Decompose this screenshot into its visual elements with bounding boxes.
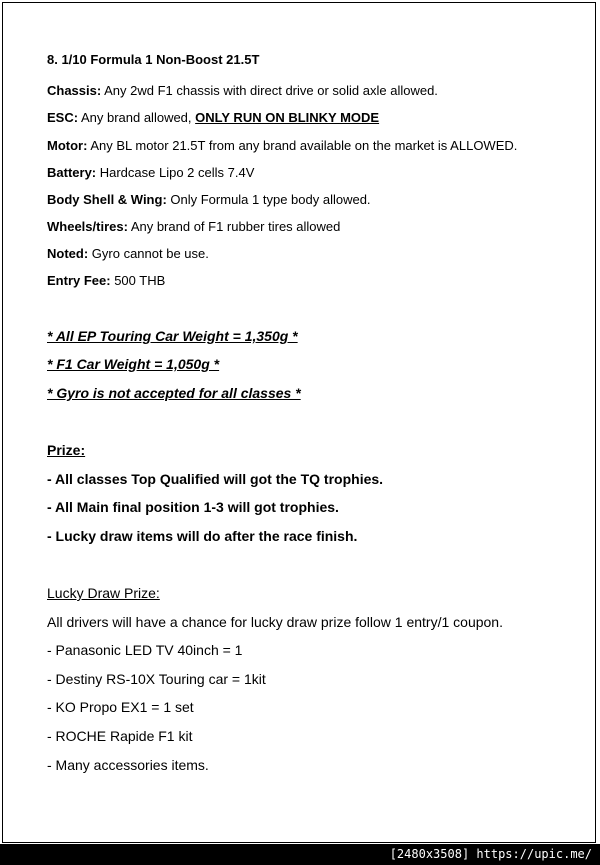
prize-item: - All Main final position 1-3 will got trophies. <box>47 499 339 515</box>
spec-chassis <box>47 83 438 98</box>
spec-value: Any 2wd F1 chassis with direct drive or solid axle allowed. <box>101 83 438 98</box>
lucky-draw-item: - Many accessories items. <box>47 757 209 773</box>
footer-text: [2480x3508] https://upic.me/ <box>389 847 592 861</box>
note-gyro: * Gyro is not accepted for all classes * <box>47 385 301 401</box>
spec-value: Only Formula 1 type body allowed. <box>166 192 371 207</box>
spec-label: Motor: <box>47 138 88 153</box>
lucky-draw-item: - Destiny RS-10X Touring car = 1kit <box>47 671 266 687</box>
document-page <box>2 2 596 843</box>
spec-esc <box>47 110 379 125</box>
spec-body-shell <box>47 192 371 207</box>
section-heading: 8. 1/10 Formula 1 Non-Boost 21.5T <box>47 52 260 67</box>
spec-value: 500 THB <box>110 273 166 288</box>
prize-item: - All classes Top Qualified will got the TQ trophies. <box>47 471 384 487</box>
spec-entry-fee <box>47 273 165 288</box>
spec-noted <box>47 246 209 261</box>
lucky-draw-title: Lucky Draw Prize: <box>47 585 160 601</box>
spec-wheels <box>47 219 340 234</box>
lucky-draw-item: - ROCHE Rapide F1 kit <box>47 728 193 744</box>
spec-value: Hardcase Lipo 2 cells 7.4V <box>96 165 255 180</box>
spec-value: Any BL motor 21.5T from any brand available on the market is ALLOWED. <box>87 138 518 153</box>
spec-value: Gyro cannot be use. <box>88 246 209 261</box>
spec-label: Noted: <box>47 246 89 261</box>
note-touring-weight: * All EP Touring Car Weight = 1,350g * <box>47 328 298 344</box>
image-host-footer <box>0 844 600 865</box>
lucky-draw-intro: All drivers will have a chance for lucky draw prize follow 1 entry/1 coupon. <box>47 614 503 630</box>
note-f1-weight: * F1 Car Weight = 1,050g * <box>47 356 220 372</box>
spec-label: Wheels/tires: <box>47 219 128 234</box>
spec-label: ESC: <box>47 110 79 125</box>
spec-value: Any brand of F1 rubber tires allowed <box>127 219 341 234</box>
prize-title: Prize: <box>47 442 86 458</box>
spec-label: Entry Fee: <box>47 273 111 288</box>
spec-value: Any brand allowed, <box>78 110 196 125</box>
spec-label: Body Shell & Wing: <box>47 192 167 207</box>
spec-motor <box>47 138 517 153</box>
spec-battery <box>47 165 254 180</box>
spec-label: Chassis: <box>47 83 102 98</box>
spec-emphasis: ONLY RUN ON BLINKY MODE <box>195 110 380 125</box>
lucky-draw-item: - KO Propo EX1 = 1 set <box>47 699 194 715</box>
lucky-draw-item: - Panasonic LED TV 40inch = 1 <box>47 642 243 658</box>
prize-item: - Lucky draw items will do after the race finish. <box>47 528 358 544</box>
spec-label: Battery: <box>47 165 97 180</box>
